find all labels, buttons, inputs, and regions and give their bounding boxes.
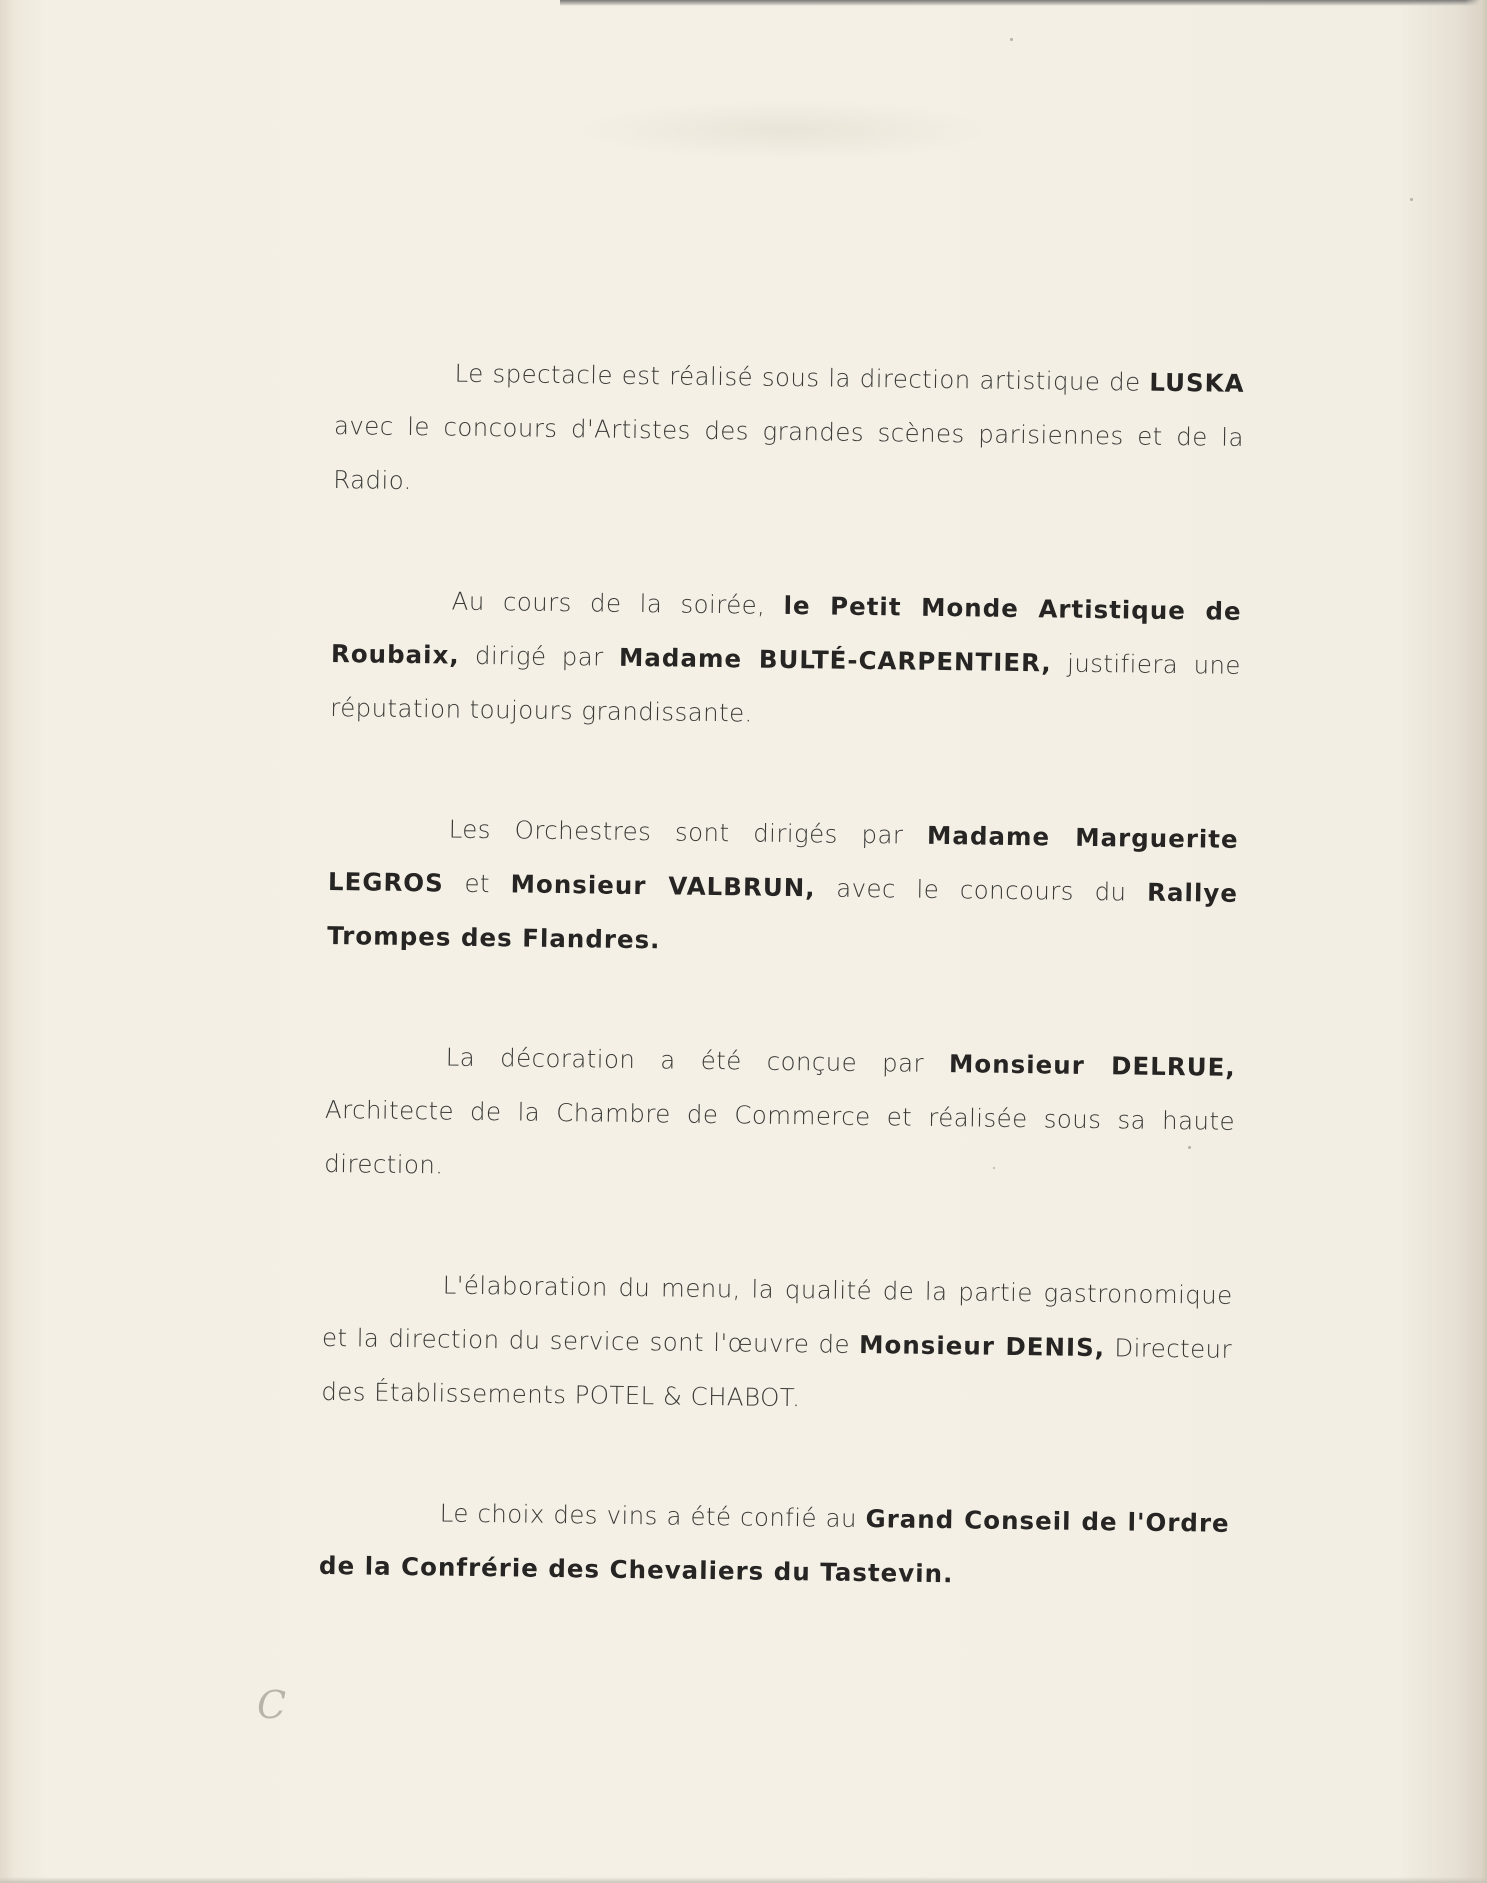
- text-span: L'élaboration du menu, la qualité de la partie gastronomique et la direction du service sont l'œuvre de: [321, 1270, 1233, 1359]
- paper-speck: [1188, 1146, 1191, 1149]
- paper-speck: [993, 1167, 995, 1169]
- text-span: dirigé par: [459, 640, 620, 672]
- bold-name-span: Rallye Trompes des Flandres.: [327, 877, 1239, 955]
- paragraph-wines: [319, 1485, 1230, 1605]
- bold-name-span: LUSKA: [1149, 367, 1245, 398]
- text-body: [318, 345, 1245, 1671]
- page-bottom-edge: [0, 1877, 1487, 1883]
- paragraph-artistic-direction: [333, 345, 1245, 519]
- page-top-edge: [560, 0, 1487, 6]
- bold-name-span: Grand Conseil de l'Ordre de la Confrérie des Chevaliers du Tastevin.: [318, 1504, 1230, 1589]
- bold-name-span: Monsieur DENIS,: [858, 1329, 1106, 1363]
- text-span: Architecte de la Chambre de Commerce et réalisée sous sa haute direction.: [324, 1094, 1236, 1180]
- text-span: Au cours de la soirée,: [451, 586, 784, 620]
- paragraph-decoration: [324, 1029, 1236, 1203]
- text-span: avec le concours d'Artistes des grandes scènes parisiennes et de la Radio.: [333, 410, 1245, 496]
- page-left-edge: [0, 0, 14, 1883]
- text-span: avec le concours du: [815, 873, 1148, 907]
- text-span: Les Orchestres sont dirigés par: [448, 814, 928, 850]
- paper-speck: [1410, 198, 1413, 201]
- paragraph-petit-monde: [330, 573, 1242, 747]
- paragraph-orchestras: [327, 801, 1239, 975]
- paper-speck: [1010, 38, 1013, 41]
- text-span: et: [443, 868, 511, 899]
- paragraph-menu: [321, 1257, 1233, 1431]
- text-span: La décoration a été conçue par: [445, 1042, 950, 1079]
- text-span: justifiera une réputation toujours grandissante.: [330, 648, 1242, 728]
- bold-name-span: Madame Marguerite LEGROS: [327, 820, 1239, 898]
- text-span: Directeur des Établissements POTEL & CHABOT.: [321, 1333, 1233, 1413]
- bold-name-span: le Petit Monde Artistique de Roubaix,: [330, 590, 1242, 670]
- bold-name-span: Monsieur VALBRUN,: [510, 869, 816, 903]
- pencil-mark: C: [257, 1683, 287, 1727]
- blind-embossed-mark: [575, 100, 995, 160]
- bold-name-span: Madame BULTÉ-CARPENTIER,: [618, 642, 1052, 678]
- text-span: Le choix des vins a été confié au: [439, 1498, 866, 1534]
- bold-name-span: Monsieur DELRUE,: [948, 1049, 1236, 1082]
- text-span: Le spectacle est réalisé sous la direction artistique de: [454, 358, 1150, 397]
- page-right-edge: [1465, 0, 1487, 1883]
